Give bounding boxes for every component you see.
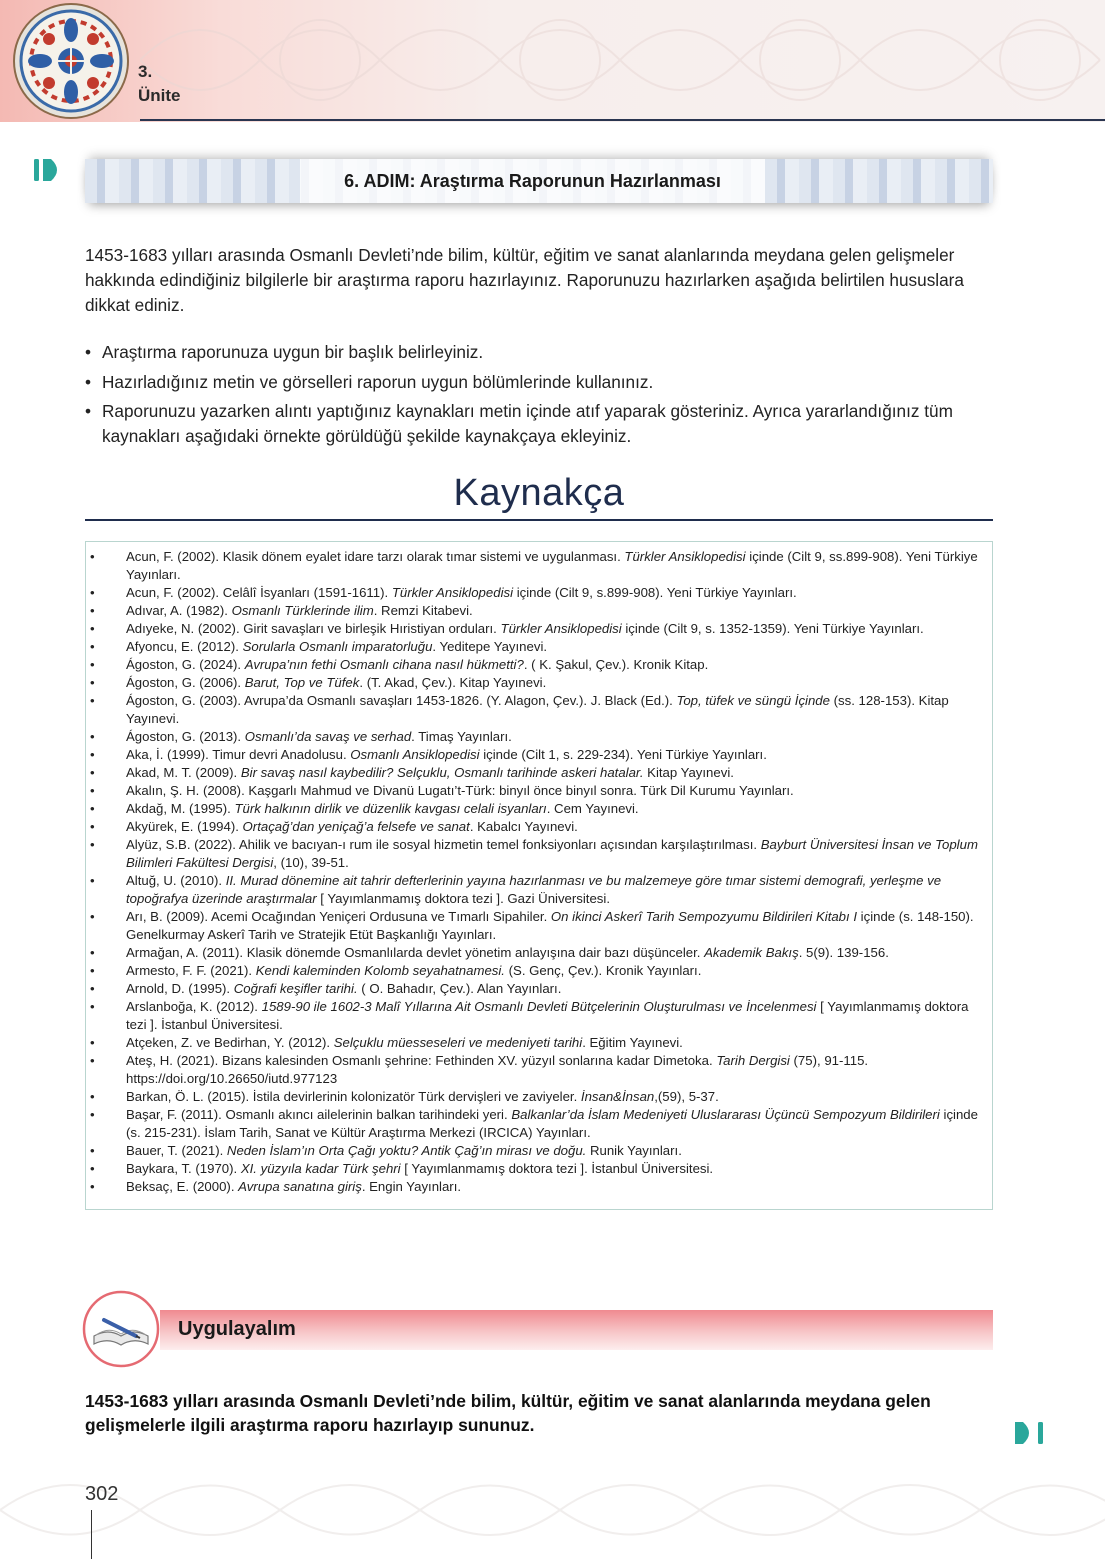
- entry-text: Alyüz, S.B. (2022). Ahilik ve bacıyan-ı rum ile sosyal hizmetin temel fonksiyonları açısından karşılaştırılması.: [126, 837, 761, 852]
- bibliography-entry: [126, 620, 982, 638]
- entry-text: içinde (Cilt 9, s. 1352-1359). Yeni Türkiye Yayınları.: [621, 621, 924, 636]
- entry-text: Ateş, H. (2021). Bizans kalesinden Osmanlı şehrine: Fethinden XV. yüzyıl sonlarına kadar Dimetoka.: [126, 1053, 717, 1068]
- entry-text: içinde (s. 148-150). Genelkurmay Askerî Tarih ve Stratejik Etüt Başkanlığı Yayınları.: [126, 909, 974, 942]
- page-number: 302: [85, 1483, 119, 1505]
- instruction-item: • Hazırladığınız metin ve görselleri raporun uygun bölümlerinde kullanınız.: [85, 370, 993, 395]
- bibliography-entry: [126, 1034, 982, 1052]
- bibliography-entry: [126, 674, 982, 692]
- entry-text: . Yeditepe Yayınevi.: [432, 639, 548, 654]
- instruction-list: [85, 340, 993, 454]
- entry-title-italic: II. Murad dönemine ait tahrir defterlerinin yayına hazırlanması ve bu malzemeye göre tımar sistemi demografi, yerleşme ve topoğrafya üzerinde araştırmalar: [126, 873, 942, 906]
- entry-text: Ágoston, G. (2013).: [126, 729, 245, 744]
- play-bar-icon: [34, 158, 64, 182]
- bibliography-rule: [85, 519, 993, 521]
- bibliography-entry: [126, 908, 982, 944]
- entry-text: Aka, İ. (1999). Timur devri Anadolusu.: [126, 747, 351, 762]
- bibliography-entry: [126, 1106, 982, 1142]
- entry-text: Atçeken, Z. ve Bedirhan, Y. (2012).: [126, 1035, 334, 1050]
- bibliography-entry: [126, 1052, 982, 1088]
- bibliography-entry: [126, 818, 982, 836]
- entry-text: Adıyeke, N. (2002). Girit savaşları ve birleşik Hıristiyan orduları.: [126, 621, 501, 636]
- bibliography-entry: [126, 764, 982, 782]
- header-pattern: [140, 0, 1105, 122]
- book-pen-icon: [82, 1290, 160, 1368]
- entry-title-italic: 1589-90 ile 1602-3 Malî Yıllarına Ait Osmanlı Devleti Bütçelerinin Oluşturulması ve İncelenmesi: [261, 999, 817, 1014]
- entry-title-italic: İnsan&İnsan: [580, 1089, 655, 1104]
- bibliography-entry: [126, 656, 982, 674]
- intro-paragraph: 1453-1683 yılları arasında Osmanlı Devleti’nde bilim, kültür, eğitim ve sanat alanlarında meydana gelen gelişmeler hakkında edindiğiniz bilgilerle bir araştırma raporu hazırlayınız. Raporunuzu hazırlarken aşağıda belirtilen hususlara dikkat ediniz.: [85, 245, 964, 315]
- entry-text: Arnold, D. (1995).: [126, 981, 234, 996]
- entry-title-italic: Ortaçağ’dan yeniçağ’a felsefe ve sanat: [242, 819, 470, 834]
- bibliography-entry: [126, 1160, 982, 1178]
- entry-text: Arı, B. (2009). Acemi Ocağından Yeniçeri Ordusuna ve Tımarlı Sipahiler.: [126, 909, 551, 924]
- entry-text: , (10), 39-51.: [273, 855, 349, 870]
- entry-text: içinde (s. 215-231). İslam Tarih, Sanat ve Kültür Araştırma Merkezi (IRCICA) Yayınları.: [126, 1107, 978, 1140]
- step-banner: [85, 145, 993, 215]
- entry-text: . Engin Yayınları.: [361, 1179, 462, 1194]
- entry-text: . Kabalcı Yayınevi.: [469, 819, 578, 834]
- entry-text: içinde (Cilt 9, ss.899-908). Yeni Türkiye Yayınları.: [126, 549, 978, 582]
- entry-title-italic: Avrupa’nın fethi Osmanlı cihana nasıl hükmetti?: [244, 657, 524, 672]
- entry-title-italic: Osmanlı Türklerinde ilim: [231, 603, 374, 618]
- ceramic-medallion-logo: [10, 2, 132, 120]
- entry-text: Akyürek, E. (1994).: [126, 819, 243, 834]
- entry-title-italic: Akademik Bakış: [704, 945, 799, 960]
- entry-text: Armesto, F. F. (2021).: [126, 963, 256, 978]
- page-number-line: [91, 1510, 92, 1559]
- entry-title-italic: Sorularla Osmanlı imparatorluğu: [242, 639, 433, 654]
- entry-text: Arslanboğa, K. (2012).: [126, 999, 262, 1014]
- entry-title-italic: Neden İslam’ın Orta Çağı yoktu? Antik Çağ’ın mirası ve doğu.: [226, 1143, 587, 1158]
- apply-task-text: 1453-1683 yılları arasında Osmanlı Devleti’nde bilim, kültür, eğitim ve sanat alanlarında meydana gelen gelişmelerle ilgili araştırma raporu hazırlayıp sununuz.: [85, 1391, 931, 1435]
- entry-text: Acun, F. (2002). Celâlî İsyanları (1591-1611).: [126, 585, 392, 600]
- step-title-box: [300, 159, 765, 203]
- entry-text: . Timaş Yayınları.: [411, 729, 512, 744]
- bibliography-list: [86, 542, 992, 1196]
- bibliography-entry: [126, 872, 982, 908]
- entry-text: [ Yayımlanmamış doktora tezi ]. İstanbul Üniversitesi.: [400, 1161, 714, 1176]
- entry-title-italic: Kendi kaleminden Kolomb seyahatnamesi.: [255, 963, 505, 978]
- bibliography-entry: [126, 584, 982, 602]
- bibliography-entry: [126, 746, 982, 764]
- entry-text: Başar, F. (2011). Osmanlı akıncı ailelerinin balkan tarihindeki yeri.: [126, 1107, 512, 1122]
- entry-title-italic: Türkler Ansiklopedisi: [391, 585, 514, 600]
- bibliography-entry: [126, 1088, 982, 1106]
- entry-text: Ágoston, G. (2024).: [126, 657, 245, 672]
- entry-text: içinde (Cilt 9, s.899-908). Yeni Türkiye Yayınları.: [513, 585, 797, 600]
- entry-text: . Cem Yayınevi.: [546, 801, 639, 816]
- header-divider: [140, 119, 1105, 121]
- entry-text: . Remzi Kitabevi.: [373, 603, 473, 618]
- bibliography-entry: [126, 980, 982, 998]
- entry-title-italic: Tarih Dergisi: [716, 1053, 790, 1068]
- entry-title-italic: Türk halkının dirlik ve düzenlik kavgası celali isyanları: [234, 801, 547, 816]
- entry-text: Baykara, T. (1970).: [126, 1161, 241, 1176]
- bibliography-entry: [126, 962, 982, 980]
- entry-text: Altuğ, U. (2010).: [126, 873, 226, 888]
- bibliography-entry: [126, 548, 982, 584]
- instruction-item: • Raporunuzu yazarken alıntı yaptığınız kaynakları metin içinde atıf yaparak gösteriniz. Ayrıca yararlandığınız tüm kaynakları aşağıdaki örnekte görüldüğü şekilde kaynakçaya ekleyiniz.: [85, 399, 993, 449]
- entry-title-italic: Balkanlar’da İslam Medeniyeti Uluslararası Üçüncü Sempozyum Bildirileri: [511, 1107, 940, 1122]
- entry-text: Beksaç, E. (2000).: [126, 1179, 239, 1194]
- entry-title-italic: Top, tüfek ve süngü İçinde: [676, 693, 830, 708]
- footer-pattern: [0, 1460, 1105, 1559]
- entry-title-italic: Selçuklu müesseseleri ve medeniyeti tarihi: [333, 1035, 583, 1050]
- entry-text: Armağan, A. (2011). Klasik dönemde Osmanlılarda devlet yönetim anlayışına dair bazı düşünceler.: [126, 945, 705, 960]
- entry-text: Afyoncu, E. (2012).: [126, 639, 243, 654]
- entry-text: Runik Yayınları.: [586, 1143, 682, 1158]
- entry-text: Akad, M. T. (2009).: [126, 765, 241, 780]
- entry-text: Akdağ, M. (1995).: [126, 801, 235, 816]
- entry-text: . (T. Akad, Çev.). Kitap Yayınevi.: [359, 675, 547, 690]
- bibliography-entry: [126, 836, 982, 872]
- unit-number: 3.: [138, 62, 153, 81]
- entry-text: . Eğitim Yayınevi.: [582, 1035, 683, 1050]
- bibliography-entry: [126, 728, 982, 746]
- entry-text: [ Yayımlanmamış doktora tezi ]. Gazi Üniversitesi.: [316, 891, 610, 906]
- entry-text: içinde (Cilt 1, s. 229-234). Yeni Türkiye Yayınları.: [479, 747, 767, 762]
- entry-title-italic: Barut, Top ve Tüfek: [244, 675, 360, 690]
- apply-title: Uygulayalım: [178, 1318, 296, 1340]
- entry-title-italic: Bir savaş nasıl kaybedilir? Selçuklu, Osmanlı tarihinde askeri hatalar.: [240, 765, 644, 780]
- bibliography-entry: [126, 1178, 982, 1196]
- entry-title-italic: On ikinci Askerî Tarih Sempozyumu Bildirileri Kitabı I: [550, 909, 858, 924]
- entry-text: Kitap Yayınevi.: [643, 765, 734, 780]
- entry-text: (S. Genç, Çev.). Kronik Yayınları.: [504, 963, 702, 978]
- entry-title-italic: Türkler Ansiklopedisi: [500, 621, 622, 636]
- entry-text: Adıvar, A. (1982).: [126, 603, 232, 618]
- entry-title-italic: Avrupa sanatına giriş: [238, 1179, 362, 1194]
- entry-text: Ágoston, G. (2003). Avrupa’da Osmanlı savaşları 1453-1826. (Y. Alagon, Çev.). J. Black (Ed.).: [126, 693, 677, 708]
- entry-title-italic: XI. yüzyıla kadar Türk şehri: [240, 1161, 401, 1176]
- bibliography-entry: [126, 638, 982, 656]
- bibliography-title: Kaynakça: [453, 472, 625, 514]
- entry-text: (75), 91-115. https://doi.org/10.26650/iutd.977123: [126, 1053, 869, 1086]
- entry-text: ( O. Bahadır, Çev.). Alan Yayınları.: [357, 981, 562, 996]
- entry-text: (ss. 128-153). Kitap Yayınevi.: [126, 693, 949, 726]
- unit-label: Ünite: [138, 86, 181, 105]
- step-title: 6. ADIM: Araştırma Raporunun Hazırlanması: [344, 170, 721, 191]
- entry-text: . 5(9). 139-156.: [798, 945, 889, 960]
- entry-text: [ Yayımlanmamış doktora tezi ]. İstanbul Üniversitesi.: [126, 999, 969, 1032]
- bibliography-entry: [126, 1142, 982, 1160]
- entry-title-italic: Türkler Ansiklopedisi: [624, 549, 746, 564]
- entry-title-italic: Osmanlı Ansiklopedisi: [350, 747, 480, 762]
- instruction-item: • Araştırma raporunuza uygun bir başlık belirleyiniz.: [85, 340, 993, 365]
- play-bar-icon: [1014, 1421, 1044, 1445]
- entry-text: ,(59), 5-37.: [654, 1089, 719, 1104]
- entry-text: Acun, F. (2002). Klasik dönem eyalet idare tarzı olarak tımar sistemi ve uygulanması.: [126, 549, 625, 564]
- entry-text: . ( K. Şakul, Çev.). Kronik Kitap.: [523, 657, 709, 672]
- entry-title-italic: Coğrafi keşifler tarihi.: [233, 981, 358, 996]
- bibliography-entry: [126, 998, 982, 1034]
- bibliography-entry: [126, 800, 982, 818]
- entry-text: Bauer, T. (2021).: [126, 1143, 227, 1158]
- entry-title-italic: Bayburt Üniversitesi İnsan ve Toplum Bilimleri Fakültesi Dergisi: [126, 837, 978, 870]
- entry-text: Barkan, Ö. L. (2015). İstila devirlerinin kolonizatör Türk dervişleri ve zaviyeler.: [126, 1089, 581, 1104]
- entry-title-italic: Osmanlı’da savaş ve serhad: [244, 729, 412, 744]
- entry-text: Akalın, Ş. H. (2008). Kaşgarlı Mahmud ve Divanü Lugatı’t-Türk: binyıl önce binyıl sonra. Türk Dil Kurumu Yayınları.: [126, 783, 794, 798]
- bibliography-box: [85, 541, 993, 1210]
- bibliography-entry: [126, 602, 982, 620]
- bibliography-entry: [126, 944, 982, 962]
- entry-text: Ágoston, G. (2006).: [126, 675, 245, 690]
- bibliography-entry: [126, 782, 982, 800]
- bibliography-entry: [126, 692, 982, 728]
